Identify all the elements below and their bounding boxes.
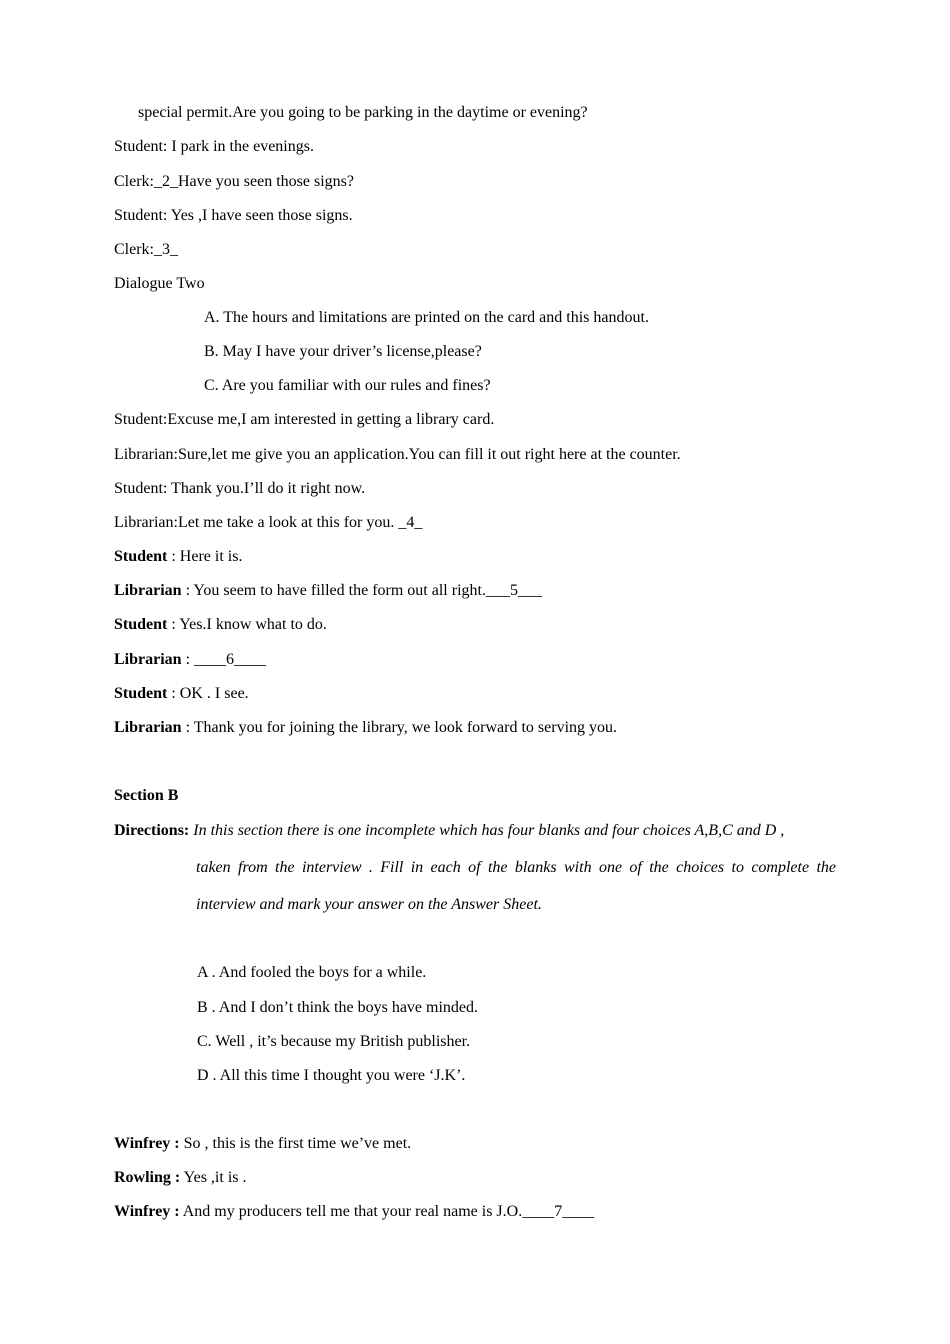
dialogue-text: Librarian:Let me take a look at this for you.: [114, 514, 399, 531]
speaker-label: Student: [114, 685, 168, 702]
dialogue-line: [114, 684, 249, 704]
interview-line: [114, 1168, 246, 1188]
dialogue-text: So , this is the first time we’ve met.: [179, 1135, 412, 1152]
dialogue-text: : Thank you for joining the library, we look forward to serving you.: [181, 719, 618, 736]
directions-line: [196, 895, 542, 915]
section-b-title: Section B: [114, 787, 179, 804]
directions-text: In this section there is one incomplete which has four blanks and four choices A,B,C and D ,: [193, 822, 785, 839]
dialogue-text: Student: I park in the evenings.: [114, 138, 314, 155]
blank-2: _2_: [154, 173, 178, 190]
directions-label: Directions:: [114, 822, 190, 839]
dialogue-text: Yes ,it is .: [180, 1169, 247, 1186]
option-d: D . All this time I thought you were ‘J.K’.: [197, 1067, 466, 1084]
speaker-label: Rowling :: [114, 1169, 181, 1186]
blank-3: _3_: [154, 241, 178, 258]
dialogue-line: [114, 718, 617, 738]
dialogue-line: [114, 547, 242, 567]
dialogue-line: [114, 513, 422, 533]
speaker-label: Winfrey :: [114, 1135, 180, 1152]
dialogue-line: [114, 172, 354, 192]
speaker-label: Clerk:: [114, 173, 154, 190]
dialogue-line: Student: Thank you.I’ll do it right now.: [114, 480, 366, 497]
dialogue-text: : OK . I see.: [167, 685, 249, 702]
speaker-label: Librarian: [114, 651, 182, 668]
speaker-label: Clerk:: [114, 241, 154, 258]
dialogue-line: Librarian:Sure,let me give you an application.You can fill it out right here at the counter.: [114, 446, 681, 463]
dialogue-line: Student:Excuse me,I am interested in getting a library card.: [114, 411, 495, 428]
directions-text: interview and mark your answer on the Answer Sheet.: [196, 896, 542, 913]
option-b: B. May I have your driver’s license,please?: [204, 343, 482, 360]
dialogue-two-heading: Dialogue Two: [114, 275, 205, 292]
dialogue-text: : Yes.I know what to do.: [167, 616, 327, 633]
option-a: A. The hours and limitations are printed on the card and this handout.: [204, 309, 649, 326]
dialogue-line: [114, 650, 266, 670]
interview-line: [114, 1202, 594, 1222]
dialogue-text: Student: Yes ,I have seen those signs.: [114, 207, 353, 224]
dialogue-text: : Here it is.: [167, 548, 243, 565]
dialogue-line: [114, 581, 542, 601]
speaker-label: Winfrey :: [114, 1203, 180, 1220]
dialogue-text: Have you seen those signs?: [178, 173, 354, 190]
option-c: C. Well , it’s because my British publisher.: [197, 1033, 471, 1050]
dialogue-text: : ____6____: [181, 651, 267, 668]
speaker-label: Librarian: [114, 582, 182, 599]
option-c: C. Are you familiar with our rules and fines?: [204, 377, 491, 394]
dialogue-text: And my producers tell me that your real name is J.O.____7____: [179, 1203, 595, 1220]
directions-text: taken from the interview . Fill in each of the blanks with one of the choices to complete the: [196, 859, 836, 876]
dialogue-line: [114, 137, 314, 157]
continuation-line: special permit.Are you going to be parking in the daytime or evening?: [138, 104, 588, 121]
directions-line: [114, 821, 784, 841]
speaker-label: Librarian: [114, 719, 182, 736]
blank-4: _4_: [398, 514, 423, 531]
dialogue-line: [114, 206, 353, 226]
option-a: A . And fooled the boys for a while.: [197, 964, 427, 981]
dialogue-line: [114, 615, 327, 635]
speaker-label: Student: [114, 548, 168, 565]
dialogue-line: [114, 240, 178, 260]
dialogue-text: : You seem to have filled the form out all right.___5___: [181, 582, 542, 599]
interview-line: [114, 1134, 411, 1154]
directions-line: [196, 858, 836, 878]
option-b: B . And I don’t think the boys have minded.: [197, 999, 479, 1016]
speaker-label: Student: [114, 616, 168, 633]
